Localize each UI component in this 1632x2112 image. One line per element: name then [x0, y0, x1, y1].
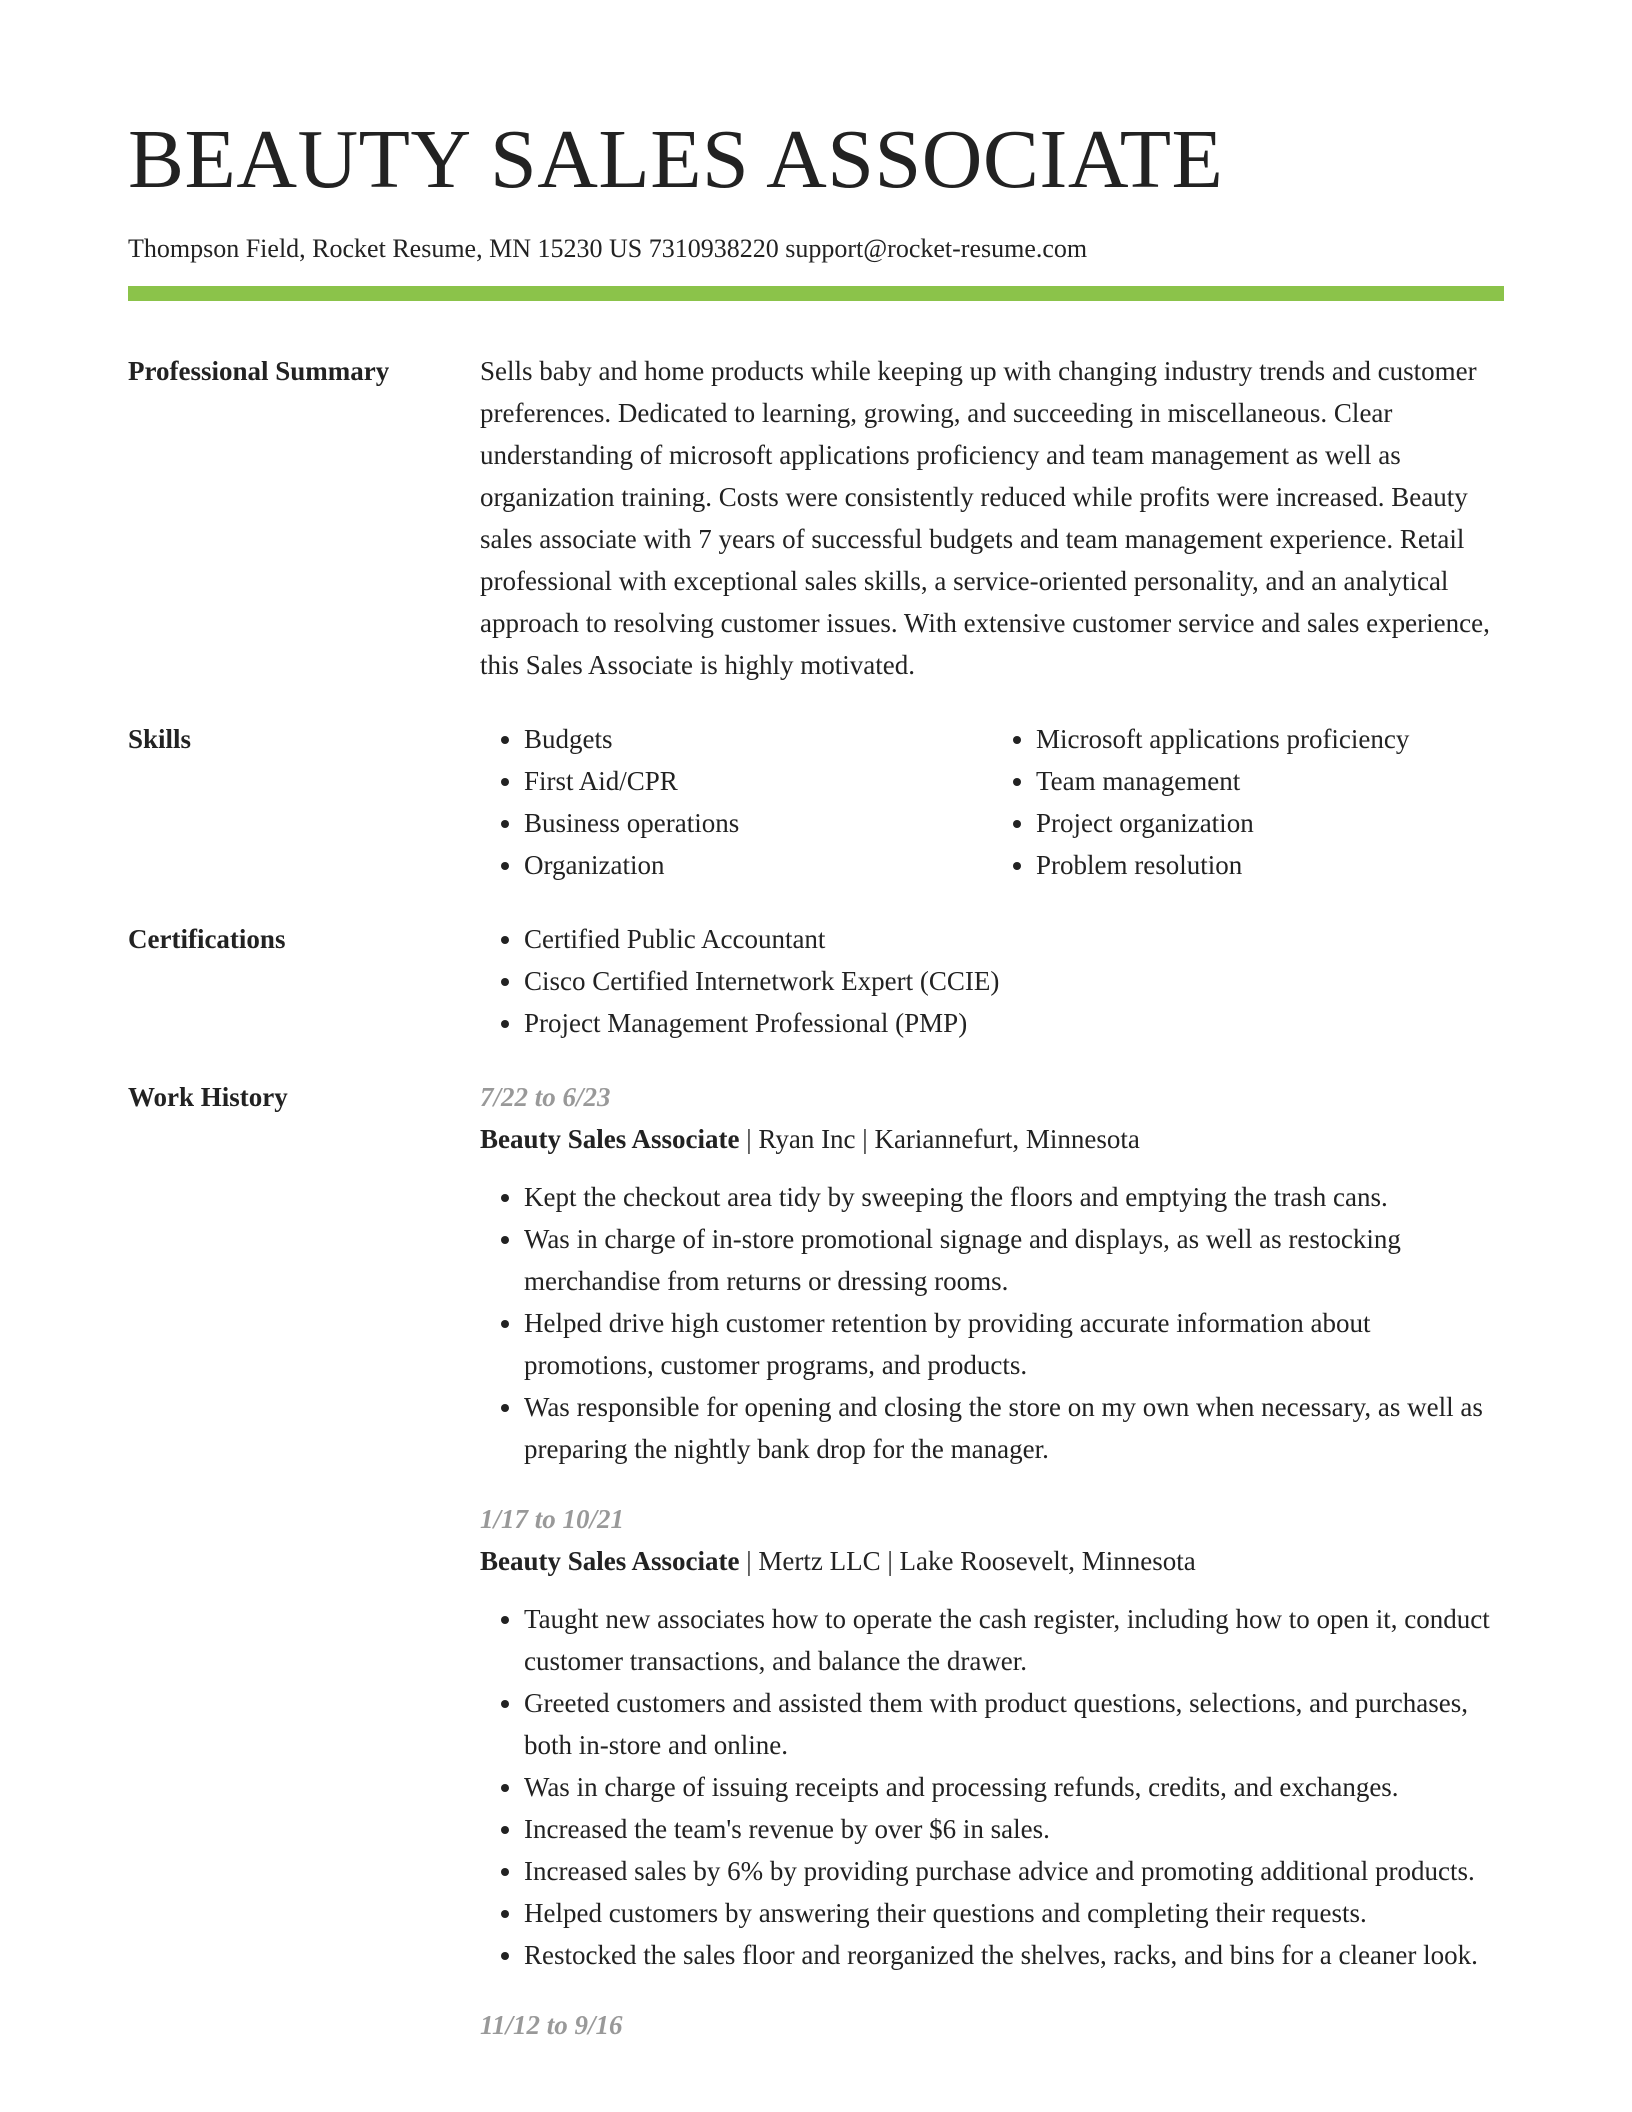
skill-item: • Organization	[524, 844, 992, 886]
skills-list-left	[480, 718, 992, 886]
job-dates: 7/22 to 6/23	[480, 1082, 611, 1112]
resume-title: BEAUTY SALES ASSOCIATE	[128, 113, 1224, 206]
skills-body	[480, 718, 1504, 886]
job-bullet: • Helped drive high customer retention by providing accurate information about promotions, customer programs, and products.	[524, 1302, 1504, 1386]
job-position: Beauty Sales Associate	[480, 1124, 740, 1154]
job-bullet: • Increased sales by 6% by providing purchase advice and promoting additional products.	[524, 1850, 1504, 1892]
skill-item: • Team management	[1036, 760, 1504, 802]
job-title-line	[480, 1118, 1504, 1160]
job-dates: 1/17 to 10/21	[480, 1504, 625, 1534]
job-responsibilities	[480, 1598, 1504, 1976]
skills-list-right	[992, 718, 1504, 886]
certification-item: • Cisco Certified Internetwork Expert (CCIE)	[524, 960, 1504, 1002]
work-history-body	[480, 1076, 1504, 2046]
skill-item: • Business operations	[524, 802, 992, 844]
job-entry	[480, 1498, 1504, 1976]
job-dates: 11/12 to 9/16	[480, 2010, 623, 2040]
header-divider	[128, 286, 1504, 301]
summary-text: Sells baby and home products while keeping up with changing industry trends and customer preferences. Dedicated to learning, growing, and succeeding in miscellaneous. Clear understanding of microsoft applications proficiency and team management as well as organization training. Costs were consistently reduced while profits were increased. Beauty sales associate with 7 years of successful budgets and team management experience. Retail professional with exceptional sales skills, a service-oriented personality, and an analytical approach to resolving customer issues. With extensive customer service and sales experience, this Sales Associate is highly motivated.	[480, 356, 1490, 680]
certification-item: • Project Management Professional (PMP)	[524, 1002, 1504, 1044]
job-bullet: • Greeted customers and assisted them with product questions, selections, and purchases, both in-store and online.	[524, 1682, 1504, 1766]
job-bullet: • Taught new associates how to operate the cash register, including how to open it, conduct customer transactions, and balance the drawer.	[524, 1598, 1504, 1682]
job-responsibilities	[480, 1176, 1504, 1470]
certifications-body	[480, 918, 1504, 1044]
contact-email: support@rocket-resume.com	[785, 234, 1088, 263]
contact-line	[128, 233, 1087, 265]
job-bullet: • Was in charge of in-store promotional signage and displays, as well as restocking merchandise from returns or dressing rooms.	[524, 1218, 1504, 1302]
skills-columns	[480, 718, 1504, 886]
contact-address: Thompson Field, Rocket Resume, MN 15230 US	[128, 234, 643, 263]
job-employer-location: | Ryan Inc | Kariannefurt, Minnesota	[739, 1124, 1140, 1154]
contact-phone: 7310938220	[648, 234, 779, 263]
job-bullet: • Increased the team's revenue by over $6 in sales.	[524, 1808, 1504, 1850]
summary-heading: Professional Summary	[128, 356, 390, 386]
job-bullet: • Kept the checkout area tidy by sweeping the floors and emptying the trash cans.	[524, 1176, 1504, 1218]
job-employer-location: | Mertz LLC | Lake Roosevelt, Minnesota	[739, 1546, 1196, 1576]
job-bullet: • Restocked the sales floor and reorganized the shelves, racks, and bins for a cleaner look.	[524, 1934, 1504, 1976]
certifications-heading: Certifications	[128, 924, 286, 954]
skill-item: • First Aid/CPR	[524, 760, 992, 802]
skill-item: • Budgets	[524, 718, 992, 760]
work-history-heading: Work History	[128, 1082, 288, 1112]
job-bullet: • Was responsible for opening and closing the store on my own when necessary, as well as preparing the nightly bank drop for the manager.	[524, 1386, 1504, 1470]
job-entry	[480, 1076, 1504, 1470]
summary-body	[480, 350, 1504, 686]
skill-item: • Project organization	[1036, 802, 1504, 844]
job-entry	[480, 2004, 1504, 2046]
job-position: Beauty Sales Associate	[480, 1546, 740, 1576]
skill-item: • Microsoft applications proficiency	[1036, 718, 1504, 760]
skills-heading: Skills	[128, 724, 192, 754]
skill-item: • Problem resolution	[1036, 844, 1504, 886]
job-bullet: • Helped customers by answering their questions and completing their requests.	[524, 1892, 1504, 1934]
job-bullet: • Was in charge of issuing receipts and processing refunds, credits, and exchanges.	[524, 1766, 1504, 1808]
job-title-line	[480, 1540, 1504, 1582]
certifications-list	[480, 918, 1504, 1044]
certification-item: • Certified Public Accountant	[524, 918, 1504, 960]
